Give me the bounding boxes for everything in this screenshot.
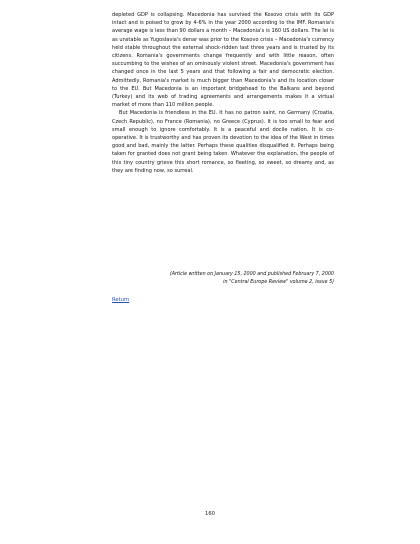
citation-line-2: in "Central Europe Review" volume 2, issue 5) xyxy=(223,279,334,285)
citation-line-1: (Article written on January 15, 2000 and published February 7, 2000 xyxy=(169,272,334,277)
return-link[interactable]: Return xyxy=(112,297,130,303)
article-paragraph-1: depleted GDP is collapsing. Macedonia has survived the Kosovo crisis with its GDP intact and is poised to grow by 4-6% in the year 2000 according to the IMF. Romania's average wage is less than 90 dollars a month – Macedonia's is 160 US dollars. The lei is as unstable as Yugoslavia's denar was prior to the Kosovo crisis – Macedonia's currency held stable throughout the external shock-ridden last three years and is trusted by its citizens. Romania's governments change frequently and with little reason, often succumbing to the wishes of an ominously violent street. Macedonia's government has changed once in the last 5 years and that following a fair and democratic election. Admittedly, Romania's market is much bigger than Macedonia's and its location closer to the EU. But Macedonia is an important bridgehead to the Balkans and beyond (Turkey) and its web of trading agreements and arrangements makes it a virtual market of more than 110 million people. xyxy=(112,12,334,109)
article-body xyxy=(112,11,334,175)
page-number: 160 xyxy=(205,511,215,517)
article-paragraph-2: But Macedonia is friendless in the EU. It has no patron saint, no Germany (Croatia, Czech Republic), no France (Romania), no Greece (Cyprus). It is too small to fear and small enough to ignore comfortably. It is a peaceful and docile nation. It is co-operative. It is trustworthy and has proven its devotion to the idea of the West in times good and bad, mainly the latter. Perhaps these qualities disqualified it. Perhaps being taken for granted does not grant being taken. Whatever the explanation, the people of this tiny country grieve this short romance, so fleeting, so sweet, so dreamy and, as they are finding now, so surreal. xyxy=(112,110,334,174)
article-citation xyxy=(112,271,334,286)
